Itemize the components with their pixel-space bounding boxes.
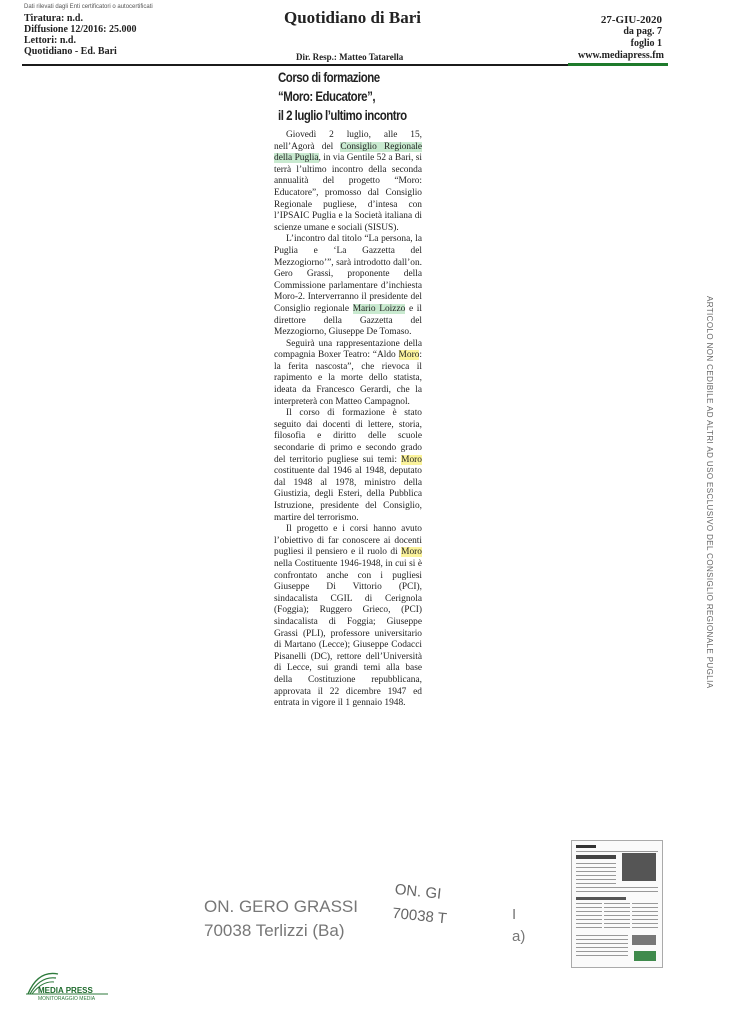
thumbnail-text-line (632, 911, 658, 912)
thumbnail-text-line (576, 907, 602, 908)
diffusione-text: Diffusione 12/2016: 25.000 (24, 24, 137, 35)
thumbnail-text-line (576, 911, 602, 912)
thumbnail-text-line (576, 915, 602, 916)
stamp-name-partial: ON. GI (393, 880, 443, 903)
article-paragraph (274, 130, 422, 234)
thumbnail-photo (622, 853, 656, 881)
address-stamp-faded (391, 878, 450, 931)
tiratura-text: Tiratura: n.d. (24, 13, 83, 24)
thumbnail-text-line (604, 927, 630, 928)
thumbnail-rule (576, 851, 658, 852)
side-notice (702, 296, 718, 726)
thumbnail-text-line (576, 887, 658, 888)
header-divider-accent (568, 63, 668, 66)
newspaper-title: Quotidiano di Bari (284, 8, 421, 27)
thumbnail-text-line (604, 919, 630, 920)
thumbnail-text-line (576, 923, 602, 924)
website-link[interactable]: www.mediapress.fm (578, 50, 664, 61)
edition-text: Quotidiano - Ed. Bari (24, 46, 117, 57)
thumbnail-text-line (576, 863, 616, 864)
headline-line-1: Corso di formazione (278, 69, 380, 85)
thumbnail-text-line (576, 875, 616, 876)
paragraph-text: e il direttore della Gazzetta del Mezzogiorno, Giuseppe De Tomaso. (274, 303, 422, 338)
article-headline (278, 68, 407, 125)
paragraph-text: Il corso di formazione è stato seguito dai docenti di lettere, storia, filosofia e diritto delle scuole secondarie di primo e secondo grado del territorio pugliese sui temi: (274, 408, 422, 465)
address-stamp (204, 895, 358, 943)
stamp-address: 70038 Terlizzi (Ba) (204, 921, 345, 940)
thumbnail-text-line (576, 871, 616, 872)
highlighted-text: Consiglio Regionale della Puglia (274, 141, 422, 164)
stamp-fragment-1: I (512, 906, 517, 923)
address-stamp-fragment (512, 904, 525, 948)
thumbnail-text-line (632, 915, 658, 916)
thumbnail-text-line (576, 919, 602, 920)
article-paragraph (274, 524, 422, 710)
logo-tagline: MONITORAGGIO MEDIA (38, 996, 96, 1002)
stamp-name: ON. GERO GRASSI (204, 897, 358, 916)
thumbnail-text-line (576, 903, 602, 904)
thumbnail-text-line (604, 903, 630, 904)
thumbnail-title-block (576, 855, 616, 859)
paragraph-text: , in via Gentile 52 a Bari, si terrà l’ultimo incontro della seconda annualità del progetto “Moro: Educatore”, promosso dal Consiglio Regionale pugliese, d’intesa con l’IPSAIC Puglia e la Società italiana di scienze umane e sociali (SISUS). (274, 153, 422, 233)
certification-note: Dati rilevati dagli Enti certificatori o autocertificati (24, 4, 153, 10)
stamp-address-partial: 70038 T (391, 904, 448, 928)
thumbnail-text-line (632, 907, 658, 908)
issue-info (578, 14, 662, 62)
thumbnail-subtitle-block (576, 897, 626, 900)
thumbnail-text-line (576, 879, 616, 880)
headline-line-3: il 2 luglio l’ultimo incontro (278, 107, 407, 123)
circulation-info (24, 13, 137, 57)
thumbnail-ad-block (632, 935, 656, 945)
thumbnail-header-mark (576, 845, 596, 848)
article-body (274, 130, 422, 710)
highlighted-text: Mario Loizzo (352, 303, 406, 314)
thumbnail-text-line (576, 951, 628, 952)
thumbnail-text-line (632, 927, 658, 928)
thumbnail-text-line (576, 943, 628, 944)
paragraph-text: Seguirà una rappresentazione della compagnia Boxer Teatro: “Aldo (274, 338, 422, 361)
stamp-fragment-2: a) (512, 928, 526, 945)
thumbnail-text-line (576, 935, 628, 936)
thumbnail-text-line (604, 915, 630, 916)
lettori-text: Lettori: n.d. (24, 35, 76, 46)
article-paragraph (274, 408, 422, 524)
highlighted-text: Moro (401, 454, 422, 465)
paragraph-text: : la ferita nascosta”, che rievoca il rapimento e la morte dello statista, ideata da Francesco Gerardi, che la interpreterà con Matteo Campagnol. (274, 350, 422, 407)
thumbnail-text-line (576, 955, 628, 956)
paragraph-text: costituente dal 1946 al 1948, deputato dal 1948 al 1978, ministro della Giustizia, degli Esteri, della Pubblica Istruzione, presidente del Consiglio, martire del terrorismo. (274, 466, 422, 523)
director-text: Dir. Resp.: Matteo Tatarella (296, 52, 404, 62)
sheet-ref: foglio 1 (630, 38, 662, 49)
thumbnail-text-line (576, 947, 628, 948)
thumbnail-green-block (634, 951, 656, 961)
thumbnail-text-line (576, 867, 616, 868)
thumbnail-text-line (576, 891, 658, 892)
article-paragraph (274, 234, 422, 338)
highlighted-text: Moro (398, 350, 420, 361)
highlighted-text: Moro (401, 547, 422, 558)
thumbnail-text-line (576, 939, 628, 940)
paragraph-text: nella Costituente 1946-1948, in cui si è confrontato anche con i pugliesi Giuseppe Di Vittorio (PCI), sindacalista CGIL di Cerignola (Foggia); Ruggero Grieco, (PCI) sindacalista di Foggia; Giuseppe Grassi (PLI), professore universitario di Martano (Lecce); Giuseppe Codacci Pisanelli (DC), rettore dell’Università di Lecce, sui grandi temi alla base della Costituzione repubblicana, approvata il 22 dicembre 1947 ed entrata in vigore il 1 gennaio 1948. (274, 558, 422, 709)
side-notice-text: ARTICOLO NON CEDIBILE AD ALTRI AD USO ESCLUSIVO DEL CONSIGLIO REGIONALE PUGLIA (705, 296, 714, 689)
article-paragraph (274, 339, 422, 409)
paragraph-text: Il progetto e i corsi hanno avuto l’obiettivo di far conoscere ai docenti pugliesi il pensiero e il ruolo di (274, 524, 422, 558)
thumbnail-text-line (632, 903, 658, 904)
thumbnail-text-line (604, 923, 630, 924)
thumbnail-text-line (604, 907, 630, 908)
paragraph-text: L’incontro dal titolo “La persona, la Puglia e ‘La Gazzetta del Mezzogiorno’”, sarà introdotto dall’on. Gero Grassi, proponente della Commissione parlamentare d’inchiesta Moro-2. Interverranno il presidente del Consiglio regionale (274, 234, 422, 314)
page-ref: da pag. 7 (623, 26, 662, 37)
logo-name: MEDIA PRESS (38, 986, 93, 995)
issue-date: 27-GIU-2020 (600, 14, 662, 26)
paragraph-text: Giovedì 2 luglio, alle 15, nell’Agorà del (274, 130, 422, 152)
thumbnail-text-line (576, 883, 616, 884)
thumbnail-text-line (632, 919, 658, 920)
headline-line-2: “Moro: Educatore”, (278, 88, 376, 104)
thumbnail-text-line (632, 923, 658, 924)
page-thumbnail[interactable] (571, 840, 663, 968)
thumbnail-text-line (604, 911, 630, 912)
thumbnail-text-line (576, 927, 602, 928)
